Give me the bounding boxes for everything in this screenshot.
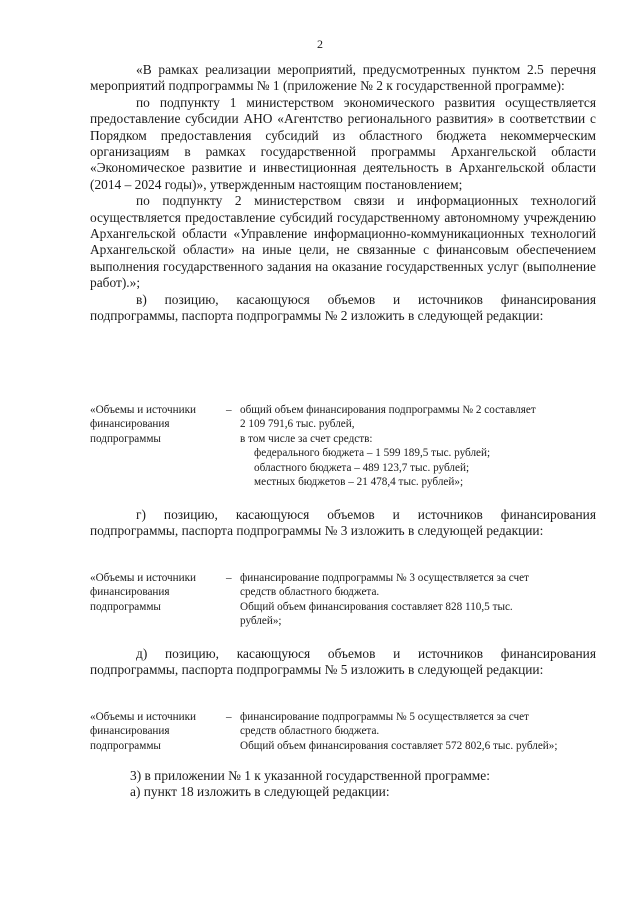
item-a-paragraph: а) пункт 18 изложить в следующей редакции: bbox=[130, 784, 390, 800]
item-3-paragraph: 3) в приложении № 1 к указанной государственной программе: bbox=[130, 768, 490, 783]
entry-dash: – bbox=[226, 711, 232, 723]
entry-dash: – bbox=[226, 404, 232, 416]
entry-label: «Объемы и источники финансирования подпрограммы bbox=[90, 404, 197, 445]
item-g-paragraph: г) позицию, касающуюся объемов и источников финансирования подпрограммы, паспорта подпрограммы № 3 изложить в следующей редакции: bbox=[90, 507, 596, 539]
intro-section bbox=[90, 62, 596, 325]
intro-paragraph: по подпункту 2 министерством связи и информационных технологий осуществляется предоставление субсидий государственному автономному учреждению Архангельской области «Управление информационно-коммуникационных технологий Архангельской области» на иные цели, не связанные с финансовым обеспечением выполнения государственного задания на оказание государственных услуг (выполнение работ).»; bbox=[90, 193, 596, 291]
item-3-section bbox=[90, 768, 596, 801]
entry-label: «Объемы и источники финансирования подпрограммы bbox=[90, 711, 197, 752]
item-v-paragraph: в) позицию, касающуюся объемов и источников финансирования подпрограммы, паспорта подпрограммы № 2 изложить в следующей редакции: bbox=[90, 291, 596, 324]
page-number: 2 bbox=[317, 37, 323, 51]
entry-value: финансирование подпрограммы № 3 осуществляется за счет средств областного бюджета. Общий объем финансирования составляет 828 110,5 тыс. рублей»; bbox=[240, 572, 529, 628]
entry-label: «Объемы и источники финансирования подпрограммы bbox=[90, 572, 197, 613]
item-d-paragraph: д) позицию, касающуюся объемов и источников финансирования подпрограммы, паспорта подпрограммы № 5 изложить в следующей редакции: bbox=[90, 646, 596, 678]
entry-dash: – bbox=[226, 572, 232, 584]
intro-paragraph: по подпункту 1 министерством экономического развития осуществляется предоставление субсидии АНО «Агентство регионального развития» в соответствии с Порядком предоставления субсидий из областного бюджета некоммерческим организациям в рамках государственной программы Архангельской области «Экономическое развитие и инвестиционная деятельность в Архангельской области (2014 – 2024 годы)», утвержденным настоящим постановлением; bbox=[90, 94, 596, 192]
item-d-section bbox=[90, 646, 596, 679]
entry-value: общий объем финансирования подпрограммы № 2 составляет 2 109 791,6 тыс. рублей, в том числе за счет средств: федерального бюджета – 1 599 189,5 тыс. рублей; областного бюджета – 489 123,7 тыс. рублей; местных бюджетов – 21 478,4 тыс. рублей»; bbox=[240, 404, 536, 489]
intro-paragraph: «В рамках реализации мероприятий, предусмотренных пунктом 2.5 перечня мероприятий подпрограммы № 1 (приложение № 2 к государственной программе): bbox=[90, 62, 596, 94]
entry-value: финансирование подпрограммы № 5 осуществляется за счет средств областного бюджета. Общий объем финансирования составляет 572 802,6 тыс. рублей»; bbox=[240, 711, 558, 752]
item-g-section bbox=[90, 507, 596, 540]
